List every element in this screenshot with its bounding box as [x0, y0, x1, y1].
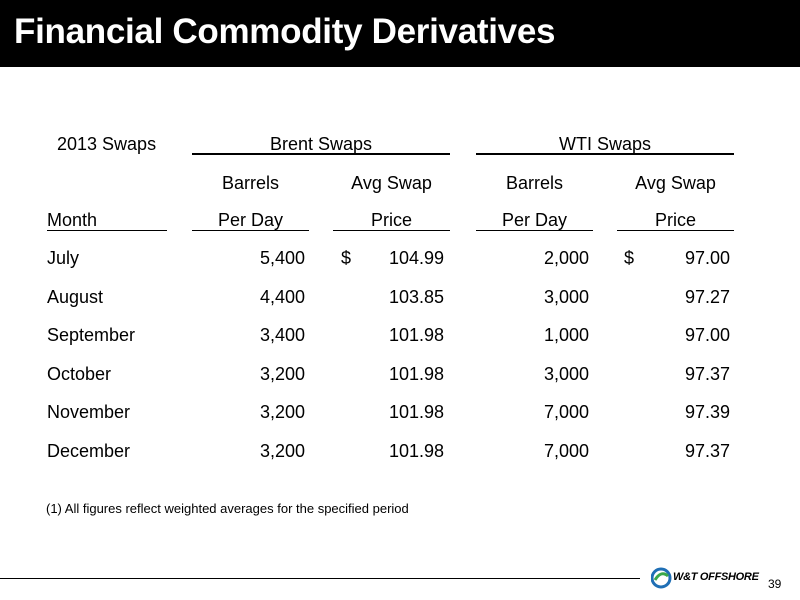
cell-wti-barrels: 1,000	[543, 325, 589, 345]
page-number: 39	[768, 577, 782, 591]
cell-wti-price: 97.39	[684, 402, 730, 422]
cell-brent-price: 101.98	[388, 402, 444, 422]
cell-brent-barrels: 3,200	[259, 440, 305, 461]
cell-month: September	[47, 325, 136, 345]
cell-month: July	[47, 248, 80, 268]
wti-barrels-underline	[476, 230, 593, 231]
brent-barrels-header-1: Barrels	[221, 173, 279, 193]
wti-swaps-header: WTI Swaps	[558, 134, 651, 154]
wti-currency-symbol: $	[624, 248, 635, 268]
table-corner-label: 2013 Swaps	[57, 134, 157, 154]
wti-price-header-2: Price	[654, 210, 696, 230]
cell-brent-barrels: 4,400	[259, 286, 305, 307]
cell-wti-barrels: 3,000	[543, 286, 589, 307]
cell-month: December	[47, 440, 131, 461]
cell-brent-price: 101.98	[388, 363, 444, 384]
cell-brent-price: 101.98	[388, 440, 444, 461]
brent-barrels-underline	[192, 230, 309, 231]
cell-brent-price: 104.99	[388, 248, 444, 268]
cell-month: October	[47, 363, 112, 384]
cell-brent-barrels: 3,200	[259, 402, 305, 422]
cell-wti-barrels: 7,000	[543, 440, 589, 461]
company-logo	[651, 566, 761, 590]
title-bar	[0, 0, 800, 67]
month-header-underline	[47, 230, 167, 231]
brent-barrels-header-2: Per Day	[217, 210, 284, 230]
wti-price-underline	[617, 230, 734, 231]
brent-swaps-underline	[192, 153, 450, 155]
wti-swaps-underline	[476, 153, 734, 155]
cell-month: August	[47, 286, 104, 307]
brent-price-underline	[333, 230, 450, 231]
brent-price-header-1: Avg Swap	[351, 173, 432, 193]
cell-brent-price: 103.85	[388, 286, 444, 307]
cell-brent-barrels: 3,400	[259, 325, 305, 345]
wti-barrels-header-1: Barrels	[505, 173, 563, 193]
cell-wti-price: 97.37	[684, 363, 730, 384]
cell-brent-barrels: 3,200	[259, 363, 305, 384]
cell-wti-price: 97.00	[684, 248, 730, 268]
cell-wti-barrels: 2,000	[543, 248, 589, 268]
wti-barrels-header-2: Per Day	[501, 210, 568, 230]
page-title: Financial Commodity Derivatives	[14, 12, 556, 51]
month-header: Month	[47, 210, 98, 230]
brent-swaps-header: Brent Swaps	[269, 134, 373, 154]
footnote: (1) All figures reflect weighted averages for the specified period	[46, 501, 409, 516]
cell-wti-barrels: 3,000	[543, 363, 589, 384]
brent-price-header-2: Price	[370, 210, 412, 230]
cell-month: November	[47, 402, 131, 422]
cell-brent-price: 101.98	[388, 325, 444, 345]
cell-wti-barrels: 7,000	[543, 402, 589, 422]
wti-price-header-1: Avg Swap	[635, 173, 716, 193]
brent-currency-symbol: $	[341, 248, 352, 268]
cell-wti-price: 97.00	[684, 325, 730, 345]
logo-text: W&T OFFSHORE	[673, 571, 759, 583]
cell-brent-barrels: 5,400	[259, 248, 305, 268]
footer-rule	[0, 578, 640, 579]
cell-wti-price: 97.27	[684, 286, 730, 307]
cell-wti-price: 97.37	[684, 440, 730, 461]
logo-swirl-icon	[651, 566, 673, 590]
